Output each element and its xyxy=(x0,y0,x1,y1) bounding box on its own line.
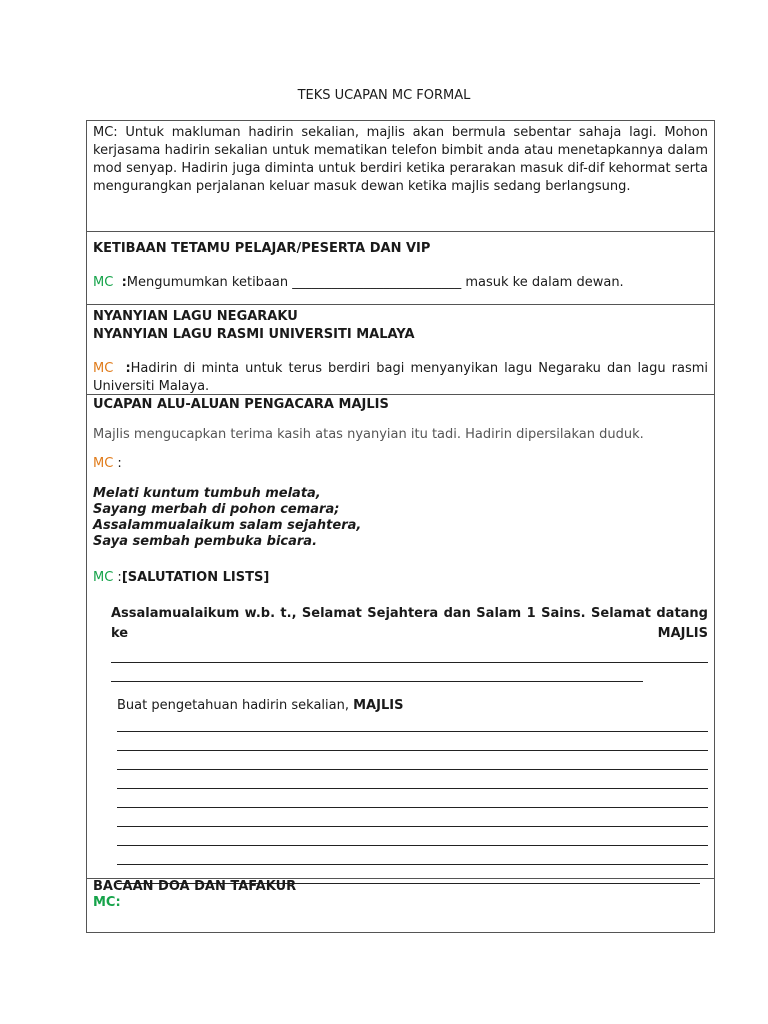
pantun-line: Melati kuntum tumbuh melata, xyxy=(93,486,321,501)
script-table xyxy=(86,120,715,933)
mc-line-2 xyxy=(93,570,708,585)
blank-line xyxy=(117,808,708,827)
mc-colon: : xyxy=(113,456,122,471)
arrival-line xyxy=(93,275,708,290)
anthem-line xyxy=(93,360,708,396)
anthem-text: Hadirin di minta untuk terus berdiri bagi menyanyikan lagu Negaraku dan lagu rasmi Universiti Malaya. xyxy=(93,361,709,394)
document-title: TEKS UCAPAN MC FORMAL xyxy=(297,88,471,103)
mc-colon: : xyxy=(125,361,131,376)
blank-line xyxy=(111,663,643,682)
pantun-line: Assalammualaikum salam sejahtera, xyxy=(93,518,362,533)
mc-label: MC xyxy=(93,570,114,585)
anthem-heading-2: NYANYIAN LAGU RASMI UNIVERSITI MALAYA xyxy=(93,327,415,342)
salutation-lists: [SALUTATION LISTS] xyxy=(121,570,270,585)
welcome-row xyxy=(87,395,714,879)
pantun xyxy=(93,486,708,550)
blank-line xyxy=(111,644,708,663)
mc-line-1 xyxy=(93,456,708,471)
blank-line xyxy=(117,751,708,770)
prayer-row xyxy=(87,879,714,932)
pantun-line: Sayang merbah di pohon cemara; xyxy=(93,502,340,517)
blank-line xyxy=(117,770,708,789)
intro-text: MC: Untuk makluman hadirin sekalian, majlis akan bermula sebentar sahaja lagi. Mohon kerjasama hadirin sekalian untuk mematikan telefon bimbit anda atau menetapkannya dalam mod senyap. Hadirin juga diminta untuk berdiri ketika perarakan masuk dif-dif kehormat serta mengurangkan perjalanan keluar masuk dewan ketika majlis sedang berlangsung. xyxy=(93,125,708,194)
mc-label: MC xyxy=(93,456,114,471)
thanks-text: Majlis mengucapkan terima kasih atas nyanyian itu tadi. Hadirin dipersilakan duduk. xyxy=(93,427,644,442)
arrival-heading: KETIBAAN TETAMU PELAJAR/PESERTA DAN VIP xyxy=(93,241,431,256)
arrival-text: Mengumumkan ketibaan __________________________ masuk ke dalam dewan. xyxy=(126,275,624,290)
info-majlis: MAJLIS xyxy=(353,698,404,713)
mc-label: MC xyxy=(93,275,114,290)
info-prefix: Buat pengetahuan hadirin sekalian, xyxy=(117,698,349,713)
mc-colon: : xyxy=(113,570,122,585)
welcome-heading: UCAPAN ALU-ALUAN PENGACARA MAJLIS xyxy=(93,397,389,412)
arrival-row xyxy=(87,232,714,305)
blank-lines xyxy=(117,713,708,884)
blank-line xyxy=(117,713,708,732)
blank-line xyxy=(117,732,708,751)
anthem-row xyxy=(87,305,714,395)
prayer-heading: BACAAN DOA DAN TAFAKUR xyxy=(93,879,297,894)
intro-row xyxy=(87,121,714,232)
info-line xyxy=(117,698,708,713)
blank-line xyxy=(117,846,708,865)
mc-colon: : xyxy=(121,275,127,290)
blank-line xyxy=(117,789,708,808)
anthem-heading-1: NYANYIAN LAGU NEGARAKU xyxy=(93,309,298,324)
blank-line xyxy=(117,827,708,846)
greeting-text: Assalamualaikum w.b. t., Selamat Sejahtera dan Salam 1 Sains. Selamat datang ke MAJLIS xyxy=(111,606,708,641)
prayer-mc: MC: xyxy=(93,895,121,910)
pantun-line: Saya sembah pembuka bicara. xyxy=(93,534,318,549)
mc-label: MC xyxy=(93,361,114,376)
